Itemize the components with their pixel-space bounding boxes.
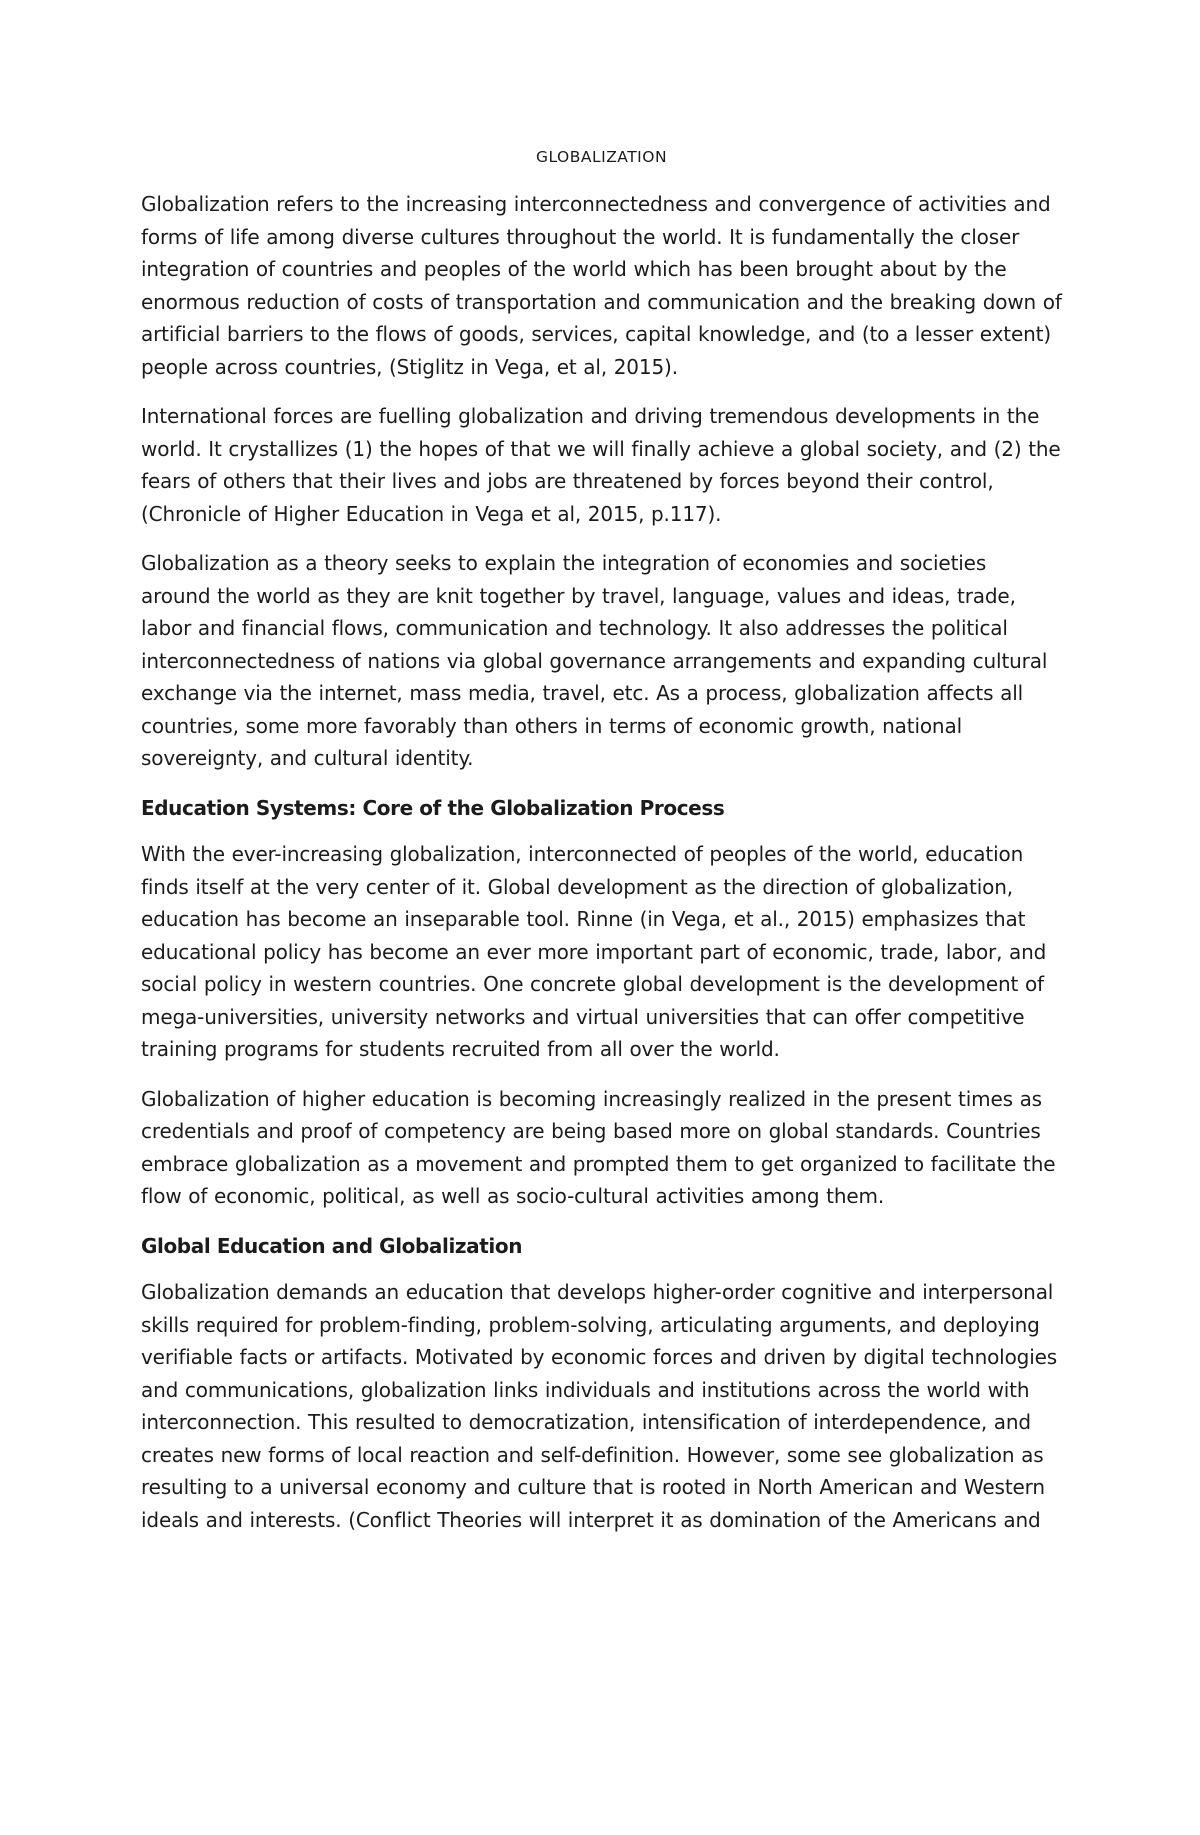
paragraph-international-forces: International forces are fuelling globalization and driving tremendous developments in the world. It crystallizes (1) the hopes of that we will finally achieve a global society, and (2) the fears of others that their lives and jobs are threatened by forces beyond their control, (Chronicle of Higher Education in Vega et al, 2015, p.117). — [141, 404, 1061, 526]
paragraph-education-demands: Globalization demands an education that develops higher-order cognitive and interpersonal skills required for problem-finding, problem-solving, articulating arguments, and deploying verifiable facts or artifacts. Motivated by economic forces and driven by digital technologies and communications, globalization links individuals and institutions across the world with interconnection. This resulted to democratization, intensification of interdependence, and creates new forms of local reaction and self-definition. However, some see globalization as resulting to a universal economy and culture that is rooted in North American and Western ideals and interests. (Conflict Theories will interpret it as domination of the Americans and — [141, 1280, 1058, 1532]
paragraph-education-center: With the ever-increasing globalization, interconnected of peoples of the world, education finds itself at the very center of it. Global development as the direction of globalization, education has become an inseparable tool. Rinne (in Vega, et al., 2015) emphasizes that educational policy has become an ever more important part of economic, trade, labor, and social policy in western countries. One concrete global development is the development of mega-universities, university networks and virtual universities that can offer competitive training programs for students recruited from all over the world. — [141, 842, 1047, 1061]
paragraph-definition: Globalization refers to the increasing interconnectedness and convergence of activities and forms of life among diverse cultures throughout the world. It is fundamentally the closer integration of countries and peoples of the world which has been brought about by the enormous reduction of costs of transportation and communication and the breaking down of artificial barriers to the flows of goods, services, capital knowledge, and (to a lesser extent) people across countries, (Stiglitz in Vega, et al, 2015). — [141, 192, 1062, 379]
paragraph-theory: Globalization as a theory seeks to explain the integration of economies and societies around the world as they are knit together by travel, language, values and ideas, trade, labor and financial flows, communication and technology. It also addresses the political interconnectedness of nations via global governance arrangements and expanding cultural exchange via the internet, mass media, travel, etc. As a process, globalization affects all countries, some more favorably than others in terms of economic growth, national sovereignty, and cultural identity. — [141, 551, 1048, 770]
heading-education-systems: Education Systems: Core of the Globalization Process — [141, 795, 725, 820]
heading-global-education: Global Education and Globalization — [141, 1233, 523, 1258]
document-title: GLOBALIZATION — [535, 148, 668, 166]
paragraph-higher-education: Globalization of higher education is becoming increasingly realized in the present times as credentials and proof of competency are being based more on global standards. Countries embrace globalization as a movement and prompted them to get organized to facilitate the flow of economic, political, as well as socio-cultural activities among them. — [141, 1086, 1056, 1208]
